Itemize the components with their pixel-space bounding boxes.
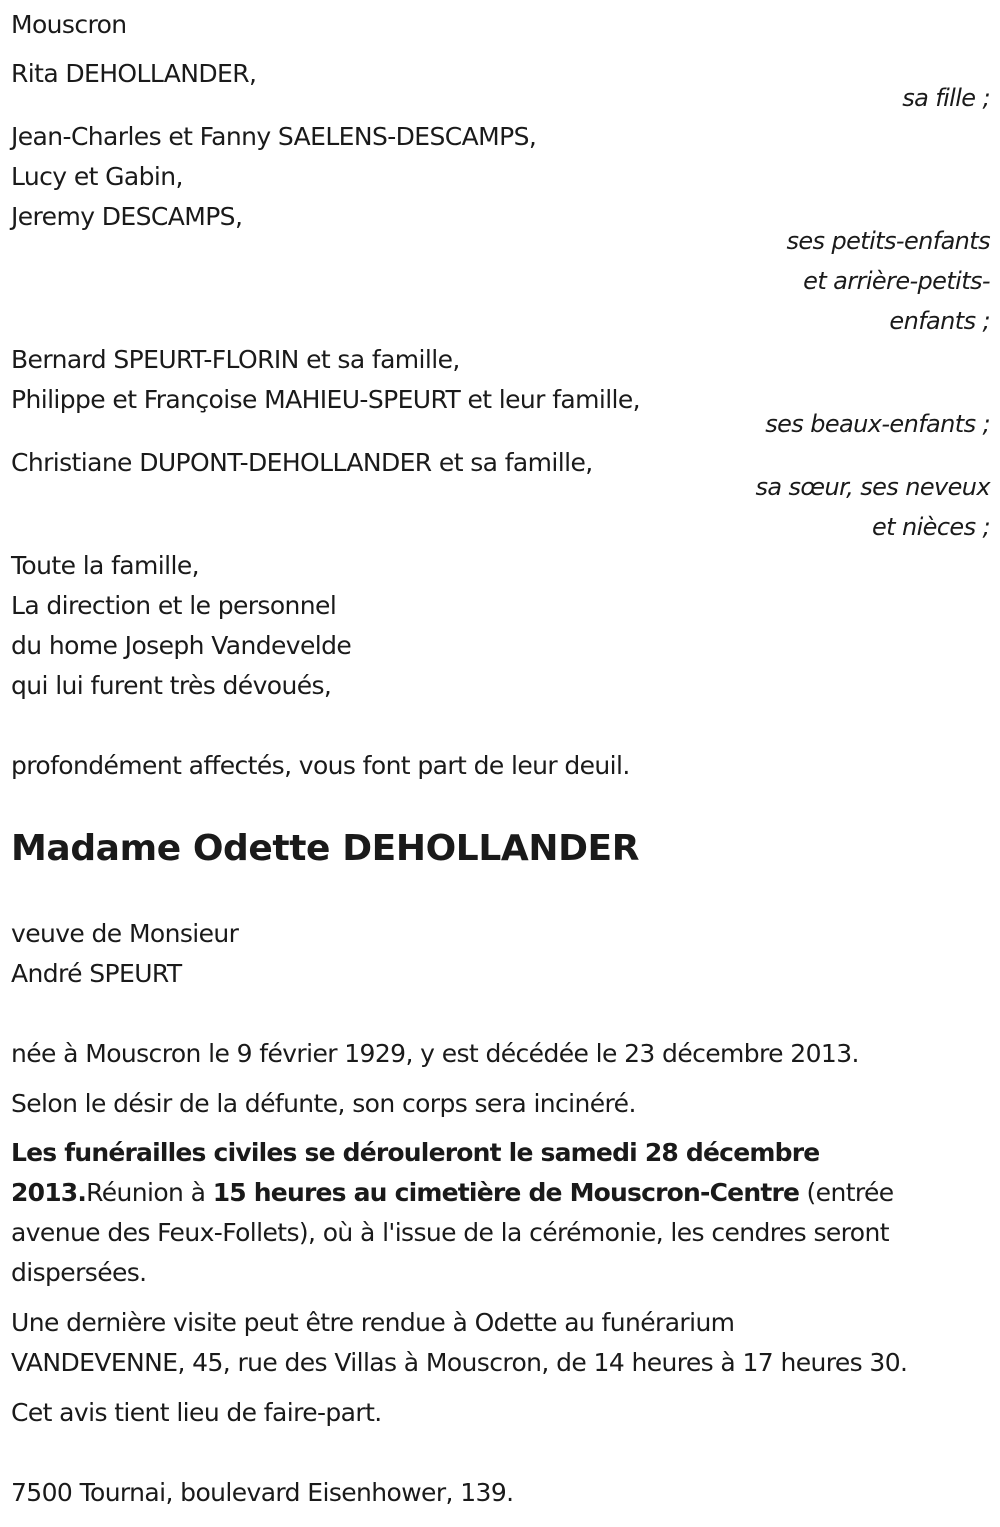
funeral-line: dispersées.: [11, 1258, 147, 1287]
family-relation: ses petits-enfants: [786, 227, 990, 255]
widow-of-line: André SPEURT: [11, 959, 182, 988]
family-name: Bernard SPEURT-FLORIN et sa famille,: [11, 345, 460, 374]
notice-text: Cet avis tient lieu de faire-part.: [11, 1398, 382, 1427]
family-name: Rita DEHOLLANDER,: [11, 59, 257, 88]
family-name: Christiane DUPONT-DEHOLLANDER et sa famille,: [11, 448, 593, 477]
funeral-text: (entrée: [799, 1178, 894, 1207]
location-header: Mouscron: [11, 10, 127, 39]
funeral-text: Réunion à: [86, 1178, 213, 1207]
other-mourner: du home Joseph Vandevelde: [11, 631, 352, 660]
deceased-name: Madame Odette DEHOLLANDER: [11, 828, 640, 869]
announcement-text: profondément affectés, vous font part de leur deuil.: [11, 751, 630, 780]
other-mourner: La direction et le personnel: [11, 591, 337, 620]
family-name: Jean-Charles et Fanny SAELENS-DESCAMPS,: [11, 122, 537, 151]
funeral-bold-line: Les funérailles civiles se dérouleront le samedi 28 décembre: [11, 1138, 820, 1167]
family-name: Philippe et Françoise MAHIEU-SPEURT et leur famille,: [11, 385, 641, 414]
family-relation: enfants ;: [889, 307, 990, 335]
funeral-line: avenue des Feux-Follets), où à l'issue de la cérémonie, les cendres seront: [11, 1218, 889, 1247]
family-relation: ses beaux-enfants ;: [765, 410, 990, 438]
family-name: Jeremy DESCAMPS,: [11, 202, 243, 231]
footer-address: 7500 Tournai, boulevard Eisenhower, 139.: [11, 1478, 514, 1507]
wish-text: Selon le désir de la défunte, son corps sera incinéré.: [11, 1089, 636, 1118]
family-relation: sa sœur, ses neveux: [755, 473, 990, 501]
funeral-bold-year: 2013.: [11, 1178, 87, 1207]
family-relation: et arrière-petits-: [803, 267, 990, 295]
visit-text: Une dernière visite peut être rendue à Odette au funérarium: [11, 1308, 735, 1337]
funeral-paragraph: [11, 1133, 996, 1293]
other-mourner: qui lui furent très dévoués,: [11, 671, 332, 700]
family-relation: sa fille ;: [902, 84, 990, 112]
family-relation: et nièces ;: [871, 513, 990, 541]
visit-text: VANDEVENNE, 45, rue des Villas à Mouscron, de 14 heures à 17 heures 30.: [11, 1348, 908, 1377]
funeral-bold-location: 15 heures au cimetière de Mouscron-Centre: [212, 1178, 800, 1207]
birth-death-text: née à Mouscron le 9 février 1929, y est décédée le 23 décembre 2013.: [11, 1039, 859, 1068]
other-mourner: Toute la famille,: [11, 551, 199, 580]
widow-of-line: veuve de Monsieur: [11, 919, 239, 948]
family-name: Lucy et Gabin,: [11, 162, 183, 191]
